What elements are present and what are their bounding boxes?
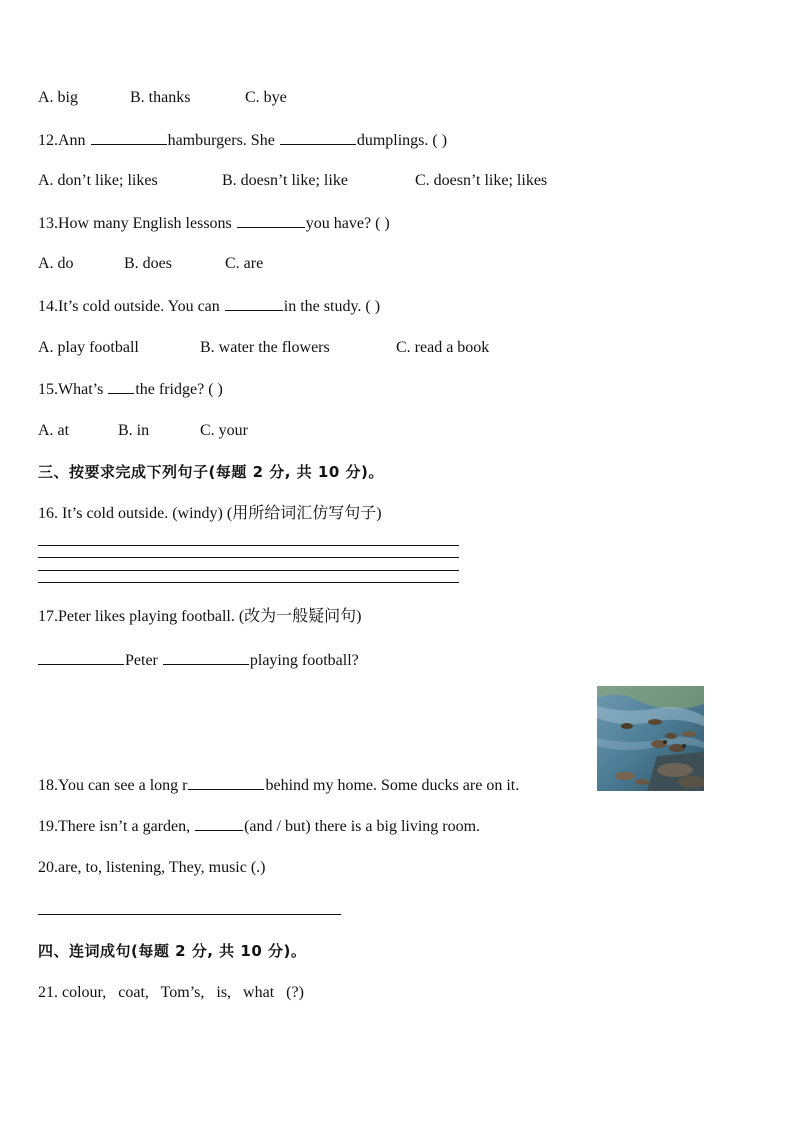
question-text: What’s [58, 381, 108, 398]
question-text: behind my home. Some ducks are on it. [265, 777, 520, 794]
question-14 [38, 296, 380, 317]
question-text: There isn’t a garden, [58, 818, 195, 835]
question-text: It’s cold outside. You can [58, 298, 224, 315]
answer-line-3[interactable] [38, 570, 459, 571]
section-4-heading: 四、连词成句(每题 2 分, 共 10 分)。 [38, 942, 307, 960]
question-text: dumplings. [356, 132, 429, 149]
answer-paren[interactable]: ( ) [375, 215, 390, 232]
q13-option-b: B. does [124, 255, 172, 272]
question-text: You can see a long r [58, 777, 188, 794]
q15-option-c: C. your [200, 422, 248, 439]
question-number: 19. [38, 818, 58, 835]
q15-options [38, 421, 248, 441]
answer-blank[interactable] [225, 296, 283, 311]
answer-line[interactable] [38, 914, 341, 915]
answer-blank[interactable] [195, 816, 243, 831]
question-text: colour, coat, Tom’s, is, what (?) [58, 984, 304, 1001]
question-text: How many English lessons [58, 215, 236, 232]
question-text: you have? [305, 215, 372, 232]
q13-option-c: C. are [225, 255, 264, 272]
q12-options [38, 171, 548, 191]
q13-option-a: A. do [38, 255, 74, 272]
q15-option-b: B. in [118, 422, 150, 439]
question-text: the fridge? [135, 381, 205, 398]
answer-blank[interactable] [188, 775, 264, 790]
q12-option-a: A. don’t like; likes [38, 172, 158, 189]
question-15 [38, 379, 223, 400]
question-text: (and / but) there is a big living room. [244, 818, 481, 835]
q12-option-b: B. doesn’t like; like [222, 172, 348, 189]
question-18 [38, 775, 519, 796]
question-21 [38, 983, 304, 1003]
answer-line-4[interactable] [38, 582, 459, 583]
question-text: Peter [125, 652, 162, 669]
question-16 [38, 504, 382, 524]
q14-option-b: B. water the flowers [200, 339, 330, 356]
question-number: 16. [38, 505, 58, 522]
question-number: 18. [38, 777, 58, 794]
question-number: 14. [38, 298, 58, 315]
q14-option-c: C. read a book [396, 339, 490, 356]
section-3-heading: 三、按要求完成下列句子(每题 2 分, 共 10 分)。 [38, 463, 384, 481]
question-number: 12. [38, 132, 58, 149]
answer-line-2[interactable] [38, 557, 459, 558]
answer-paren[interactable]: ( ) [365, 298, 381, 315]
answer-paren[interactable]: ( ) [432, 132, 448, 149]
answer-line-1[interactable] [38, 545, 459, 546]
question-text: hamburgers. She [167, 132, 279, 149]
question-number: 17. [38, 608, 58, 625]
q11-option-c: C. bye [245, 89, 287, 106]
question-text: in the study. [283, 298, 362, 315]
question-number: 13. [38, 215, 58, 232]
answer-blank[interactable] [163, 650, 249, 665]
answer-blank[interactable] [237, 213, 305, 228]
answer-blank[interactable] [108, 379, 134, 394]
q14-option-a: A. play football [38, 339, 139, 356]
q11-option-a: A. big [38, 89, 78, 106]
q11-options [38, 88, 287, 108]
q14-options [38, 338, 490, 358]
question-text: It’s cold outside. (windy) (用所给词汇仿写句子) [58, 505, 382, 522]
answer-paren[interactable]: ( ) [208, 381, 223, 398]
question-text: playing football? [249, 652, 359, 669]
q13-options [38, 254, 264, 274]
question-13 [38, 213, 390, 234]
ducks-on-river-photo [597, 686, 704, 791]
answer-blank[interactable] [91, 130, 167, 145]
question-text: Ann [58, 132, 90, 149]
answer-blank[interactable] [38, 650, 124, 665]
question-19 [38, 816, 480, 837]
question-text: Peter likes playing football. (改为一般疑问句) [58, 608, 362, 625]
question-number: 21. [38, 984, 58, 1001]
q15-option-a: A. at [38, 422, 70, 439]
answer-blank[interactable] [280, 130, 356, 145]
question-number: 15. [38, 381, 58, 398]
question-text: are, to, listening, They, music (.) [58, 859, 266, 876]
question-17 [38, 607, 362, 627]
q12-option-c: C. doesn’t like; likes [415, 172, 548, 189]
q11-option-b: B. thanks [130, 89, 191, 106]
question-12 [38, 130, 447, 151]
question-number: 20. [38, 859, 58, 876]
question-20 [38, 858, 266, 878]
question-17-answer [38, 650, 359, 671]
